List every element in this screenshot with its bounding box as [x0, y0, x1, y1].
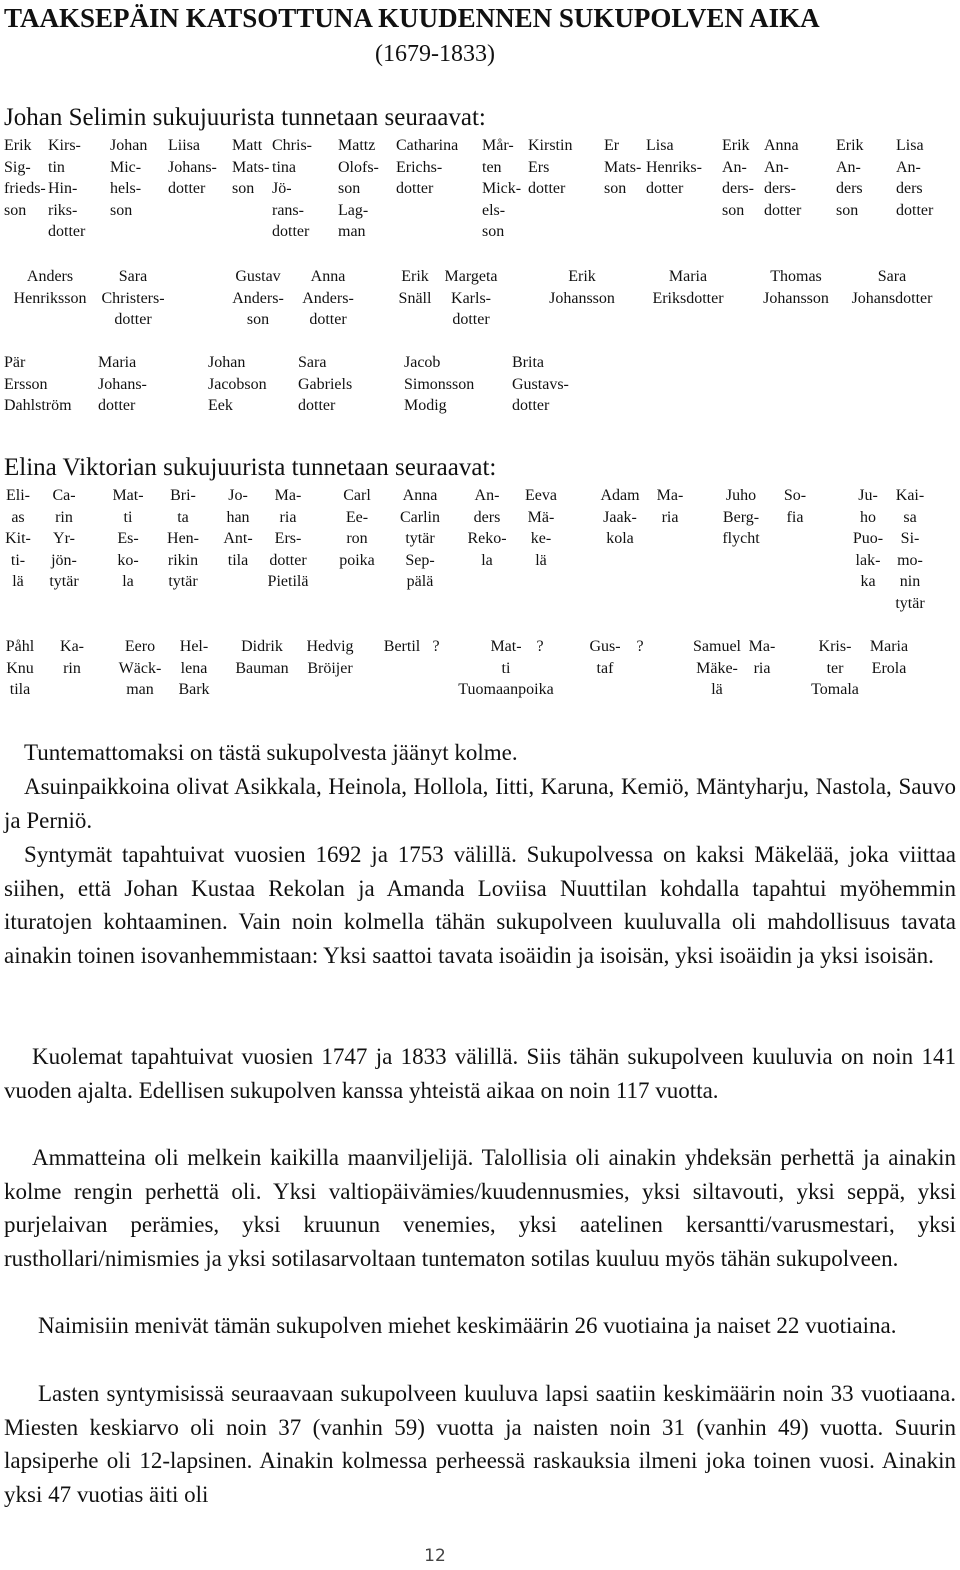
ancestor-name: Kirs- tin Hin- riks- dotter	[48, 137, 86, 240]
ancestor-name: Ju- ho Puo- lak- ka	[852, 487, 884, 590]
ancestor-name: Mat- ti Es- ko- la	[112, 487, 144, 590]
ancestor-name: Kai- sa Si- mo- nin tytär	[895, 487, 925, 612]
ancestor-name: Pär Ersson Dahlström	[4, 354, 72, 414]
ancestor-name: So- fia	[783, 487, 807, 526]
ancestor-name: Maria Johans- dotter	[98, 354, 147, 414]
ancestor-name: Erik Sig- frieds- son	[4, 137, 46, 219]
ancestor-name: Mattz Olofs- son Lag- man	[338, 137, 379, 240]
ancestor-name: Margeta Karls- dotter	[444, 268, 498, 328]
paragraph: Asuinpaikkoina olivat Asikkala, Heinola, Hollola, Iitti, Karuna, Kemiö, Mäntyharju, Nastola, Sauvo ja Perniö.	[4, 774, 956, 833]
ancestor-name: Thomas Johansson	[763, 268, 829, 307]
ancestor-name: Anna Anders- dotter	[302, 268, 354, 328]
ancestor-name: Kris- ter Tomala	[811, 638, 859, 698]
ancestor-name: Johan Jacobson Eek	[208, 354, 267, 414]
ancestor-name: Anna Carlin tytär Sep- pälä	[400, 487, 440, 590]
ancestor-name: Sara Johansdotter	[851, 268, 933, 307]
ancestor-name: Adam Jaak- kola	[600, 487, 640, 547]
ancestor-name: Gus- taf	[589, 638, 621, 677]
ancestor-name: Hedvig Bröijer	[306, 638, 354, 677]
ancestor-name: An- ders Reko- la	[467, 487, 507, 569]
page-title: TAAKSEPÄIN KATSOTTUNA KUUDENNEN SUKUPOLVEN AIKA	[4, 3, 820, 33]
ancestor-name: Lisa Henriks- dotter	[646, 137, 702, 197]
ancestor-name: Jo- han Ant- tila	[223, 487, 253, 569]
ancestor-name: Hel- lena Bark	[178, 638, 210, 698]
ancestor-name: Liisa Johans- dotter	[168, 137, 217, 197]
paragraph: Kuolemat tapahtuivat vuosien 1747 ja 1833 välillä. Siis tähän sukupolveen kuuluvia on noin 141 vuoden ajalta. Edellisen sukupolven kanssa yhteistä aikaa on noin 117 vuotta.	[4, 1044, 956, 1103]
ancestor-name: Lisa An- ders dotter	[896, 137, 934, 219]
ancestor-name: Ca- rin Yr- jön- tytär	[49, 487, 79, 590]
ancestor-name: Jacob Simonsson Modig	[404, 354, 475, 414]
paragraph: Ammatteina oli melkein kaikilla maanviljelijä. Talollisia oli ainakin yhdeksän perhettä ja ainakin kolme rengin perhettä oli. Yksi valtiopäivämies/kuudennusmies, yksi siltavouti, yksi seppä, yksi purjelaivan perämies, yksi kruunun venemies, yksi aatelinen kersantti/varusmestari, yksi rusthollari/nimismies ja yksi sotilasarvoltaan tuntematon sotilas kuuluu myös tähän sukupolveen.	[4, 1145, 956, 1271]
ancestor-name: Ma- ria	[656, 487, 684, 526]
ancestor-name: Ma- ria Ers- dotter Pietilä	[267, 487, 309, 590]
ancestor-name: ?	[636, 638, 644, 655]
ancestor-name: Påhl Knu tila	[5, 638, 35, 698]
ancestor-name: Ma- ria	[748, 638, 776, 677]
paragraph: Naimisiin menivät tämän sukupolven miehet keskimäärin 26 vuotiaina ja naiset 22 vuotiaina.	[38, 1313, 897, 1338]
ancestor-name: Brita Gustavs- dotter	[512, 354, 569, 414]
ancestor-name: Erik An- ders son	[836, 137, 864, 219]
ancestor-name: Ka- rin	[60, 638, 84, 677]
ancestor-name: Sara Christers- dotter	[101, 268, 165, 328]
paragraph: Tuntemattomaksi on tästä sukupolvesta jäänyt kolme.	[24, 740, 518, 765]
ancestor-name: Erik Johansson	[549, 268, 615, 307]
ancestor-name: Erik An- ders- son	[722, 137, 754, 219]
ancestor-name: Chris- tina Jö- rans- dotter	[272, 137, 312, 240]
ancestor-name: Eero Wäck- man	[118, 638, 162, 698]
ancestor-name: Sara Gabriels dotter	[298, 354, 353, 414]
ancestor-name: Carl Ee- ron poika	[339, 487, 375, 569]
ancestor-name: Catharina Erichs- dotter	[396, 137, 459, 197]
ancestor-name: Eeva Mä- ke- lä	[525, 487, 557, 569]
ancestor-name: Juho Berg- flycht	[722, 487, 760, 547]
ancestor-name: Kirstin Ers dotter	[528, 137, 573, 197]
ancestor-name: ?	[432, 638, 440, 655]
ancestor-name: Mat- ti Tuomaanpoika	[458, 638, 554, 698]
ancestor-name: Mår- ten Mick- els- son	[482, 137, 522, 240]
ancestor-name: Bri- ta Hen- rikin tytär	[167, 487, 199, 590]
ancestor-name: Gustav Anders- son	[232, 268, 284, 328]
ancestor-name: Erik Snäll	[398, 268, 432, 307]
ancestor-name: Maria Eriksdotter	[652, 268, 724, 307]
ancestor-name: Didrik Bauman	[235, 638, 289, 677]
ancestor-name: Maria Erola	[869, 638, 909, 677]
ancestor-name: Bertil	[383, 638, 421, 655]
page-number: 12	[424, 1546, 446, 1566]
ancestor-name: Eli- as Kit- ti- lä	[5, 487, 31, 590]
ancestor-name: Anders Henriksson	[13, 268, 87, 307]
paragraph: Syntymät tapahtuivat vuosien 1692 ja 1753 välillä. Sukupolvessa on kaksi Mäkelää, joka viittaa siihen, että Johan Kustaa Rekolan ja Amanda Loviisa Nuuttilan kohdalla tapahtui myöhemmin ituratojen kohtaaminen. Vain noin kolmella tähän sukupolveen kuuluvalla oli mahdollisuus tavata ainakin toinen isovanhemmistaan: Yksi saattoi tavata isoäidin ja isoisän, yksi isoäidin ja yksi isoisän.	[4, 842, 956, 968]
ancestor-name: Johan Mic- hels- son	[110, 137, 148, 219]
paragraph: Lasten syntymisissä seuraavaan sukupolveen kuuluva lapsi saatiin keskimäärin noin 33 vuotiaana. Miesten keskiarvo oli noin 37 (vanhin 59) vuotta ja naisten noin 31 (vanhin 49) vuotta. Suurin lapsiperhe oli 12-lapsinen. Ainakin kolmessa perheessä raskauksia ilmeni joka toinen vuosi. Ainakin yksi 47 vuotias äiti oli	[4, 1381, 956, 1507]
ancestor-name: Anna An- ders- dotter	[764, 137, 802, 219]
ancestor-name: Samuel Mäke- lä	[693, 638, 741, 698]
ancestor-name: Er Mats- son	[604, 137, 642, 197]
section-heading-johan: Johan Selimin sukujuurista tunnetaan seuraavat:	[4, 104, 486, 131]
page-subtitle-years: (1679-1833)	[375, 41, 495, 67]
ancestor-name: ?	[536, 638, 544, 655]
ancestor-name: Matt Mats- son	[232, 137, 270, 197]
section-heading-elina: Elina Viktorian sukujuurista tunnetaan seuraavat:	[4, 454, 497, 481]
